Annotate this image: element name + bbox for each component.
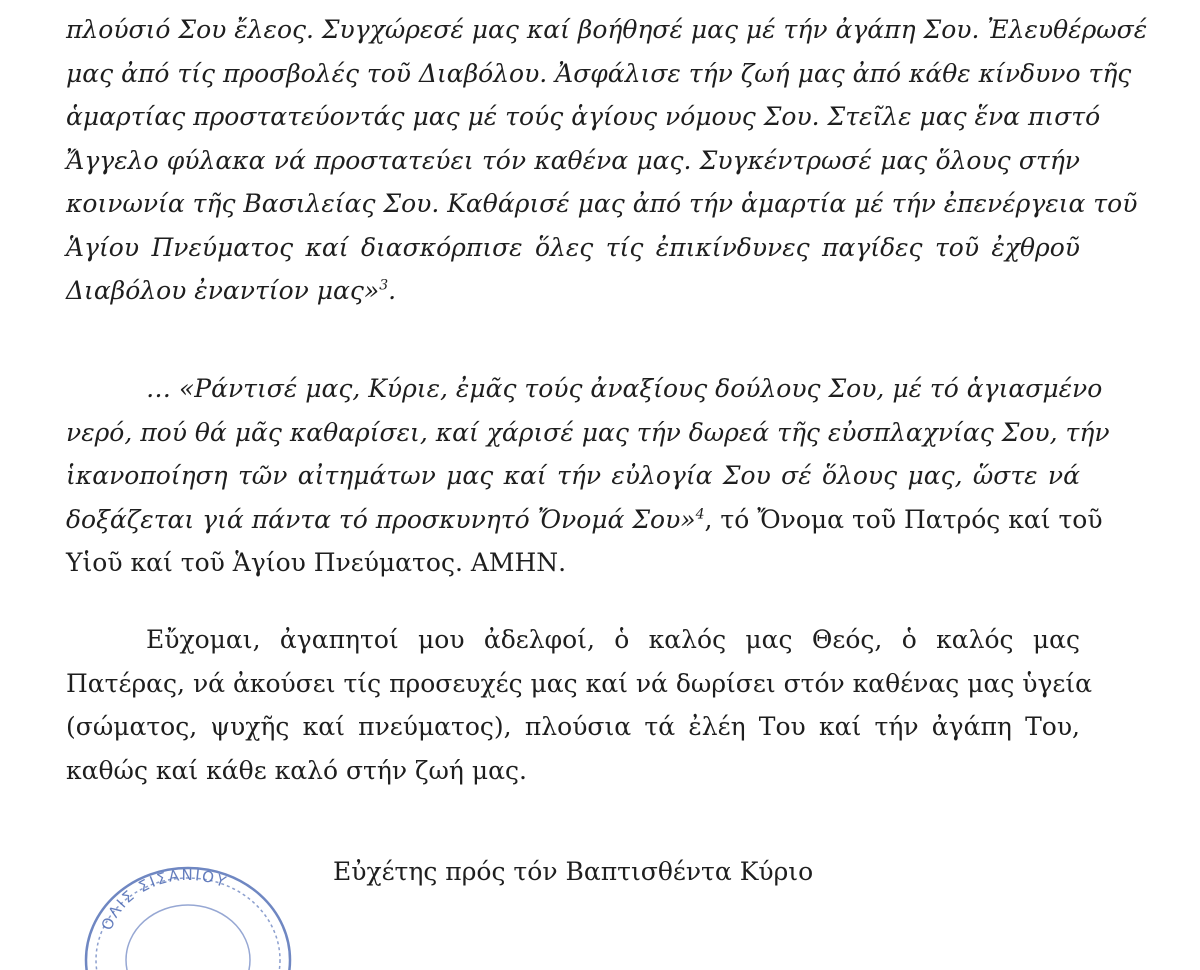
paragraph-line: ἱκανοποίηση τῶν αἰτημάτων μας καί τήν εὐλογία Σου σέ ὅλους μας, ὥστε νά — [66, 461, 1080, 490]
prayer-paragraph-2 — [66, 367, 1110, 585]
paragraph-line — [66, 269, 1080, 313]
paragraph-line: Υἱοῦ καί τοῦ Ἁγίου Πνεύματος. ΑΜΗΝ. — [66, 548, 567, 577]
paragraph-line: καθώς καί κάθε καλό στήν ζωή μας. — [66, 755, 527, 785]
paragraph-line: Ἁγίου Πνεύματος καί διασκόρπισε ὅλες τίς ἐπικίνδυνες παγίδες τοῦ ἐχθροῦ — [66, 232, 1080, 262]
paragraph-line: μας ἀπό τίς προσβολές τοῦ Διαβόλου. Ἀσφάλισε τήν ζωή μας ἀπό κάθε κίνδυνο τῆς — [66, 58, 1132, 88]
paragraph-line: Εὔχομαι, ἀγαπητοί μου ἀδελφοί, ὁ καλός μας Θεός, ὁ καλός μας — [146, 625, 1080, 654]
paragraph-line: (σώματος, ψυχῆς καί πνεύματος), πλούσια τά ἐλέη Του καί τήν ἀγάπη Του, — [66, 712, 1080, 741]
paragraph-line: κοινωνία τῆς Βασιλείας Σου. Καθάρισέ μας ἀπό τήν ἁμαρτία μέ τήν ἐπενέργεια τοῦ — [66, 189, 1138, 218]
prayer-paragraph-1 — [66, 8, 1148, 313]
signature-line: Εὐχέτης πρός τόν Βαπτισθέντα Κύριο — [333, 857, 814, 886]
footnote-marker-4[interactable]: 4 — [695, 506, 705, 523]
paragraph-line: ἁμαρτίας προστατεύοντάς μας μέ τούς ἁγίους νόμους Σου. Στεῖλε μας ἕνα πιστό — [66, 102, 1101, 131]
paragraph-line-upright: , τό Ὄνομα τοῦ Πατρός καί τοῦ — [704, 504, 1103, 534]
paragraph-line — [66, 498, 1103, 542]
paragraph-line-text: Διαβόλου ἐναντίον μας» — [66, 276, 380, 305]
paragraph-line-italic: δοξάζεται γιά πάντα τό προσκυνητό Ὄνομά Σου» — [66, 504, 696, 534]
svg-text:ΟΛΙΣ ΣΙΣΑΝΙΟΥ — [98, 866, 230, 933]
paragraph-trailing-punctuation: . — [388, 276, 397, 305]
footnote-marker-3[interactable]: 3 — [379, 277, 389, 294]
paragraph-line: Πατέρας, νά ἀκούσει τίς προσευχές μας καί νά δωρίσει στόν καθένας μας ὑγεία — [66, 668, 1093, 698]
seal-text: ΟΛΙΣ ΣΙΣΑΝΙΟΥ — [97, 865, 231, 933]
paragraph-line: νερό, πού θά μᾶς καθαρίσει, καί χάρισέ μας τήν δωρεά τῆς εὐσπλαχνίας Σου, τήν — [66, 417, 1110, 447]
paragraph-line: Ἄγγελο φύλακα νά προστατεύει τόν καθένα μας. Συγκέντρωσέ μας ὅλους στήν — [66, 145, 1080, 175]
wish-paragraph — [66, 618, 1093, 792]
paragraph-line: … «Ράντισέ μας, Κύριε, ἐμᾶς τούς ἀναξίους δούλους Σου, μέ τό ἁγιασμένο — [146, 374, 1103, 403]
metropolis-seal-stamp — [78, 850, 298, 970]
paragraph-line: πλούσιό Σου ἔλεος. Συγχώρεσέ μας καί βοήθησέ μας μέ τήν ἀγάπη Σου. Ἐλευθέρωσέ — [66, 15, 1148, 44]
